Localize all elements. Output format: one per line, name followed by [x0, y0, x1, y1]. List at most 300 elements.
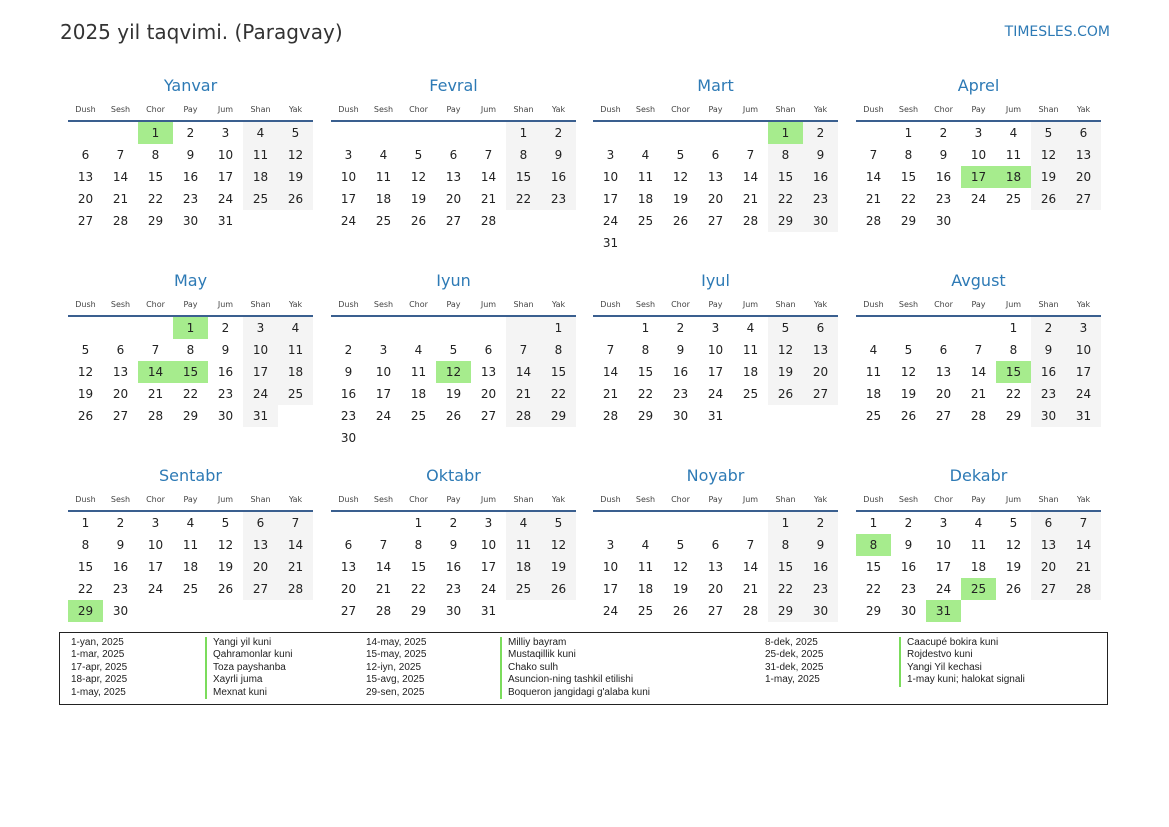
day-cell: 11: [1005, 148, 1022, 162]
weekday-label: Chor: [409, 300, 428, 309]
month-name: Iyul: [701, 271, 730, 290]
day-cell: 13: [445, 170, 462, 184]
day-cell: 24: [340, 214, 357, 228]
weekday-label: Pay: [971, 105, 986, 114]
empty-cell: [138, 317, 173, 339]
day-cell: 24: [147, 582, 164, 596]
empty-cell: [733, 122, 768, 144]
day-cell: 16: [803, 556, 838, 578]
weekday-label: Dush: [600, 495, 621, 504]
day-cell: 31: [1066, 405, 1101, 427]
day-cell: 13: [340, 560, 357, 574]
day-grid: [68, 317, 313, 427]
day-cell: 2: [1031, 317, 1066, 339]
month-name: Oktabr: [426, 466, 481, 485]
weekday-label: Yak: [288, 300, 303, 309]
month-name: Dekabr: [949, 466, 1008, 485]
day-cell: 10: [340, 170, 357, 184]
day-cell: 17: [375, 387, 392, 401]
day-cell: 26: [1005, 582, 1022, 596]
day-cell: 24: [707, 387, 724, 401]
day-cell: 7: [379, 538, 388, 552]
day-cell: 19: [445, 387, 462, 401]
day-cell: 11: [375, 170, 392, 184]
weekday-header: [856, 492, 1101, 507]
day-cell: 26: [672, 604, 689, 618]
day-cell: 30: [803, 600, 838, 622]
weekday-label: Jum: [742, 300, 759, 309]
day-grid: [68, 122, 313, 232]
day-cell: 4: [243, 122, 278, 144]
empty-cell: [593, 317, 628, 339]
holiday-name: Toza payshanba: [205, 662, 286, 674]
weekday-label: Shan: [775, 105, 796, 114]
day-cell: 6: [484, 343, 493, 357]
empty-cell: [68, 122, 103, 144]
day-cell: 18: [375, 192, 392, 206]
holiday-legend: [59, 632, 1108, 705]
day-cell: 6: [1031, 512, 1066, 534]
day-cell: 6: [81, 148, 90, 162]
day-cell: 30: [672, 409, 689, 423]
day-grid: [331, 122, 576, 232]
day-cell: 5: [676, 148, 685, 162]
day-cell: 30: [182, 214, 199, 228]
weekday-label: Shan: [1038, 300, 1059, 309]
day-cell: 15: [768, 166, 803, 188]
day-cell: 13: [707, 560, 724, 574]
day-cell: 10: [375, 365, 392, 379]
holiday-column: [366, 637, 650, 699]
holiday-date: 18-apr, 2025: [71, 674, 128, 686]
day-cell: 18: [637, 192, 654, 206]
weekday-label: Sesh: [373, 300, 394, 309]
day-cell: 28: [375, 604, 392, 618]
day-cell: 13: [112, 365, 129, 379]
day-cell: 9: [904, 538, 913, 552]
day-cell: 16: [112, 560, 129, 574]
weekday-label: Shan: [513, 300, 534, 309]
day-cell: 8: [414, 538, 423, 552]
holiday-day-cell: 1: [173, 317, 208, 339]
day-cell: 10: [147, 538, 164, 552]
day-cell: 30: [803, 210, 838, 232]
holiday-name: Caacupé bokira kuni: [899, 637, 998, 649]
day-grid: [593, 317, 838, 427]
weekday-label: Shan: [775, 300, 796, 309]
day-cell: 12: [541, 534, 576, 556]
day-cell: 7: [869, 148, 878, 162]
day-cell: 12: [672, 170, 689, 184]
day-cell: 9: [939, 148, 948, 162]
day-cell: 7: [746, 538, 755, 552]
holiday-entry: [765, 662, 1025, 674]
weekday-label: Pay: [183, 495, 198, 504]
day-cell: 1: [1009, 321, 1018, 335]
day-cell: 7: [506, 339, 541, 361]
day-cell: 28: [742, 214, 759, 228]
holiday-name: Boqueron jangidagi g'alaba kuni: [500, 687, 650, 699]
day-grid: [593, 512, 838, 622]
day-cell: 27: [77, 214, 94, 228]
empty-cell: [68, 317, 103, 339]
day-cell: 7: [278, 512, 313, 534]
empty-cell: [471, 122, 506, 144]
weekday-label: Yak: [1076, 495, 1091, 504]
weekday-label: Dush: [75, 300, 96, 309]
day-cell: 25: [182, 582, 199, 596]
weekday-header: [68, 492, 313, 507]
day-cell: 25: [637, 214, 654, 228]
day-cell: 21: [742, 582, 759, 596]
day-cell: 19: [278, 166, 313, 188]
weekday-label: Yak: [813, 300, 828, 309]
holiday-entry: [71, 649, 292, 661]
holiday-day-cell: 1: [138, 122, 173, 144]
day-cell: 4: [506, 512, 541, 534]
empty-cell: [856, 317, 891, 339]
day-cell: 9: [449, 538, 458, 552]
day-cell: 26: [672, 214, 689, 228]
day-cell: 18: [506, 556, 541, 578]
day-cell: 8: [904, 148, 913, 162]
day-cell: 10: [707, 343, 724, 357]
day-cell: 3: [243, 317, 278, 339]
weekday-label: Yak: [551, 495, 566, 504]
day-cell: 1: [869, 516, 878, 530]
day-cell: 12: [1031, 144, 1066, 166]
empty-cell: [891, 317, 926, 339]
day-cell: 5: [449, 343, 458, 357]
day-cell: 9: [803, 144, 838, 166]
day-cell: 17: [935, 560, 952, 574]
weekday-label: Sesh: [373, 105, 394, 114]
day-cell: 5: [278, 122, 313, 144]
holiday-day-cell: 14: [138, 361, 173, 383]
day-cell: 20: [935, 387, 952, 401]
day-cell: 7: [151, 343, 160, 357]
day-cell: 14: [742, 560, 759, 574]
day-cell: 12: [900, 365, 917, 379]
day-cell: 11: [865, 365, 882, 379]
day-cell: 16: [803, 166, 838, 188]
day-cell: 24: [1066, 383, 1101, 405]
weekday-label: Shan: [250, 105, 271, 114]
day-cell: 6: [803, 317, 838, 339]
day-cell: 1: [641, 321, 650, 335]
empty-cell: [628, 512, 663, 534]
day-cell: 27: [445, 214, 462, 228]
day-cell: 4: [974, 516, 983, 530]
day-cell: 14: [480, 170, 497, 184]
holiday-name: Mexnat kuni: [205, 687, 267, 699]
day-cell: 19: [1031, 166, 1066, 188]
holiday-day-cell: 31: [926, 600, 961, 622]
weekday-label: Dush: [863, 300, 884, 309]
day-cell: 20: [803, 361, 838, 383]
day-cell: 1: [768, 512, 803, 534]
day-cell: 30: [217, 409, 234, 423]
day-cell: 11: [182, 538, 199, 552]
day-cell: 28: [480, 214, 497, 228]
day-cell: 19: [672, 192, 689, 206]
day-cell: 16: [900, 560, 917, 574]
day-cell: 19: [541, 556, 576, 578]
day-cell: 24: [480, 582, 497, 596]
day-cell: 27: [707, 214, 724, 228]
holiday-day-cell: 17: [961, 166, 996, 188]
day-cell: 8: [768, 534, 803, 556]
day-cell: 2: [904, 516, 913, 530]
day-cell: 9: [541, 144, 576, 166]
day-cell: 31: [217, 214, 234, 228]
day-cell: 4: [746, 321, 755, 335]
day-cell: 2: [449, 516, 458, 530]
day-cell: 1: [904, 126, 913, 140]
day-cell: 5: [1009, 516, 1018, 530]
weekday-header: [68, 102, 313, 117]
weekday-label: Jum: [742, 495, 759, 504]
day-cell: 17: [602, 582, 619, 596]
holiday-day-cell: 12: [436, 361, 471, 383]
day-cell: 22: [900, 192, 917, 206]
day-cell: 25: [278, 383, 313, 405]
month-name: Mart: [697, 76, 734, 95]
day-cell: 28: [506, 405, 541, 427]
day-cell: 30: [112, 604, 129, 618]
day-grid: [856, 512, 1101, 622]
weekday-label: Yak: [813, 105, 828, 114]
month-name: Yanvar: [163, 76, 218, 95]
day-cell: 21: [480, 192, 497, 206]
weekday-label: Jum: [1005, 495, 1022, 504]
month-name: Iyun: [436, 271, 471, 290]
day-cell: 11: [243, 144, 278, 166]
day-cell: 30: [340, 431, 357, 445]
day-cell: 28: [602, 409, 619, 423]
month-iyun: [331, 270, 576, 449]
day-cell: 3: [1066, 317, 1101, 339]
month-yanvar: [68, 75, 313, 232]
holiday-day-cell: 15: [996, 361, 1031, 383]
day-cell: 8: [1009, 343, 1018, 357]
weekday-label: Jum: [480, 105, 497, 114]
day-cell: 20: [1031, 556, 1066, 578]
day-cell: 10: [243, 339, 278, 361]
holiday-name: Rojdestvo kuni: [899, 649, 973, 661]
weekday-label: Shan: [513, 495, 534, 504]
day-cell: 21: [112, 192, 129, 206]
day-cell: 24: [375, 409, 392, 423]
empty-cell: [926, 317, 961, 339]
day-cell: 2: [186, 126, 195, 140]
weekday-label: Chor: [934, 495, 953, 504]
weekday-label: Shan: [1038, 495, 1059, 504]
empty-cell: [103, 122, 138, 144]
holiday-entry: [71, 674, 292, 686]
day-cell: 9: [344, 365, 353, 379]
month-name: Avgust: [951, 271, 1006, 290]
day-cell: 17: [217, 170, 234, 184]
weekday-label: Jum: [742, 105, 759, 114]
day-cell: 11: [970, 538, 987, 552]
holiday-date: 17-apr, 2025: [71, 661, 128, 673]
day-cell: 27: [707, 604, 724, 618]
day-cell: 15: [77, 560, 94, 574]
day-cell: 4: [641, 148, 650, 162]
day-cell: 29: [900, 214, 917, 228]
weekday-header: [593, 102, 838, 117]
holiday-column: [71, 637, 292, 699]
day-grid: [331, 317, 576, 449]
day-cell: 20: [340, 582, 357, 596]
weekday-label: Sesh: [110, 105, 131, 114]
day-cell: 14: [278, 534, 313, 556]
day-cell: 23: [803, 578, 838, 600]
day-cell: 4: [278, 317, 313, 339]
day-cell: 22: [147, 192, 164, 206]
day-cell: 21: [602, 387, 619, 401]
weekday-label: Dush: [600, 300, 621, 309]
holiday-date: 1-may, 2025: [71, 686, 126, 698]
day-cell: 16: [541, 166, 576, 188]
day-cell: 20: [77, 192, 94, 206]
day-cell: 11: [637, 170, 654, 184]
day-cell: 14: [602, 365, 619, 379]
day-cell: 16: [340, 387, 357, 401]
day-cell: 20: [243, 556, 278, 578]
day-cell: 25: [865, 409, 882, 423]
day-cell: 19: [77, 387, 94, 401]
holiday-date: 25-dek, 2025: [765, 649, 824, 661]
day-cell: 29: [147, 214, 164, 228]
day-cell: 19: [672, 582, 689, 596]
day-cell: 17: [243, 361, 278, 383]
weekday-label: Dush: [75, 105, 96, 114]
day-cell: 10: [970, 148, 987, 162]
day-cell: 13: [77, 170, 94, 184]
weekday-label: Jum: [480, 495, 497, 504]
month-iyul: [593, 270, 838, 427]
day-cell: 19: [217, 560, 234, 574]
day-cell: 25: [243, 188, 278, 210]
month-dekabr: [856, 465, 1101, 622]
empty-cell: [698, 512, 733, 534]
day-cell: 25: [410, 409, 427, 423]
month-name: Aprel: [957, 76, 1000, 95]
day-cell: 29: [182, 409, 199, 423]
day-cell: 29: [1005, 409, 1022, 423]
day-cell: 24: [217, 192, 234, 206]
day-cell: 17: [480, 560, 497, 574]
weekday-label: Yak: [1076, 105, 1091, 114]
weekday-header: [331, 102, 576, 117]
weekday-header: [331, 297, 576, 312]
day-cell: 26: [77, 409, 94, 423]
holiday-date: 31-dek, 2025: [765, 661, 824, 673]
day-cell: 21: [865, 192, 882, 206]
day-cell: 15: [541, 361, 576, 383]
day-grid: [68, 512, 313, 622]
day-cell: 28: [278, 578, 313, 600]
day-cell: 14: [970, 365, 987, 379]
weekday-label: Chor: [146, 300, 165, 309]
day-cell: 29: [637, 409, 654, 423]
day-cell: 3: [344, 148, 353, 162]
weekday-label: Chor: [409, 105, 428, 114]
day-cell: 10: [480, 538, 497, 552]
weekday-label: Jum: [217, 105, 234, 114]
day-cell: 14: [742, 170, 759, 184]
weekday-header: [856, 102, 1101, 117]
day-cell: 26: [541, 578, 576, 600]
day-cell: 23: [900, 582, 917, 596]
day-cell: 22: [182, 387, 199, 401]
day-cell: 18: [637, 582, 654, 596]
day-cell: 18: [278, 361, 313, 383]
day-cell: 5: [414, 148, 423, 162]
day-cell: 11: [410, 365, 427, 379]
holiday-date: 1-may, 2025: [765, 674, 820, 686]
weekday-label: Pay: [971, 300, 986, 309]
day-cell: 19: [900, 387, 917, 401]
day-cell: 6: [116, 343, 125, 357]
day-cell: 23: [112, 582, 129, 596]
day-cell: 23: [541, 188, 576, 210]
day-cell: 20: [1066, 166, 1101, 188]
weekday-label: Yak: [813, 495, 828, 504]
day-cell: 26: [410, 214, 427, 228]
weekday-header: [856, 297, 1101, 312]
empty-cell: [331, 512, 366, 534]
day-cell: 15: [506, 166, 541, 188]
day-cell: 8: [641, 343, 650, 357]
day-cell: 16: [217, 365, 234, 379]
day-cell: 5: [81, 343, 90, 357]
weekday-label: Shan: [250, 495, 271, 504]
day-cell: 26: [217, 582, 234, 596]
day-cell: 10: [602, 170, 619, 184]
day-cell: 26: [1031, 188, 1066, 210]
holiday-day-cell: 8: [856, 534, 891, 556]
weekday-label: Chor: [934, 105, 953, 114]
day-cell: 15: [900, 170, 917, 184]
day-cell: 3: [379, 343, 388, 357]
day-cell: 22: [1005, 387, 1022, 401]
day-cell: 12: [77, 365, 94, 379]
day-cell: 6: [344, 538, 353, 552]
day-cell: 26: [445, 409, 462, 423]
empty-cell: [506, 317, 541, 339]
day-cell: 30: [900, 604, 917, 618]
day-cell: 23: [935, 192, 952, 206]
day-cell: 31: [707, 409, 724, 423]
day-cell: 11: [742, 343, 759, 357]
day-cell: 15: [410, 560, 427, 574]
site-logo-link[interactable]: TIMESLES.COM: [1004, 24, 1110, 40]
month-name: May: [173, 271, 208, 290]
day-cell: 12: [217, 538, 234, 552]
day-cell: 29: [768, 210, 803, 232]
weekday-label: Sesh: [898, 300, 919, 309]
day-cell: 27: [1031, 578, 1066, 600]
weekday-label: Yak: [1076, 300, 1091, 309]
day-cell: 28: [865, 214, 882, 228]
day-cell: 15: [147, 170, 164, 184]
month-aprel: [856, 75, 1101, 232]
day-cell: 2: [541, 122, 576, 144]
day-cell: 11: [637, 560, 654, 574]
